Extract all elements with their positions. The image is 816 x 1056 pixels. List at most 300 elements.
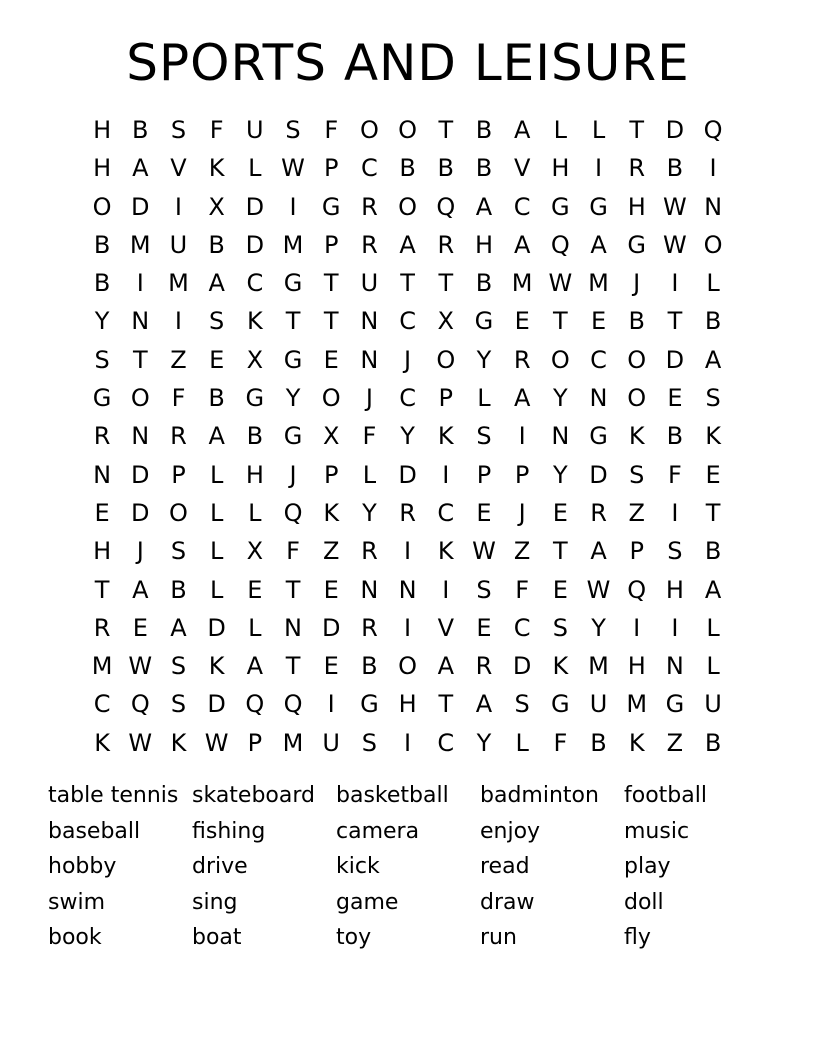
- grid-letter: T: [285, 575, 301, 604]
- grid-letter: E: [476, 498, 492, 527]
- grid-letter: Q: [245, 690, 265, 719]
- grid-row: [83, 188, 733, 226]
- grid-letter: W: [548, 269, 573, 298]
- word-bank-item: football: [624, 783, 707, 808]
- grid-letter: Y: [400, 422, 415, 451]
- grid-letter: K: [208, 652, 225, 681]
- grid-letter: I: [442, 575, 450, 604]
- grid-letter: M: [129, 230, 151, 259]
- grid-letter: L: [209, 460, 224, 489]
- grid-row: [83, 494, 733, 532]
- grid-letter: I: [404, 613, 412, 642]
- grid-letter: F: [362, 422, 377, 451]
- grid-letter: U: [246, 116, 264, 144]
- grid-letter: W: [204, 728, 229, 757]
- grid-letter: X: [322, 422, 340, 451]
- grid-row: [83, 532, 733, 570]
- grid-letter: G: [321, 192, 341, 221]
- word-bank-item: toy: [336, 925, 372, 950]
- grid-letter: O: [359, 116, 379, 144]
- grid-letter: S: [667, 537, 683, 566]
- grid-letter: P: [476, 460, 492, 489]
- grid-letter: R: [361, 192, 378, 221]
- grid-letter: B: [208, 230, 225, 259]
- grid-letter: I: [404, 728, 412, 757]
- grid-letter: N: [131, 422, 150, 451]
- grid-letter: G: [589, 422, 608, 451]
- word-bank-item: fly: [624, 925, 651, 950]
- grid-letter: G: [283, 269, 303, 298]
- grid-letter: H: [551, 154, 570, 183]
- grid-letter: R: [399, 498, 416, 527]
- grid-letter: B: [704, 728, 722, 757]
- grid-letter: Y: [476, 345, 492, 374]
- grid-letter: J: [404, 345, 412, 374]
- grid-letter: B: [475, 154, 493, 183]
- grid-letter: Y: [285, 384, 301, 413]
- grid-letter: I: [709, 154, 717, 183]
- grid-letter: R: [93, 422, 111, 451]
- grid-letter: O: [436, 345, 456, 374]
- grid-letter: D: [665, 345, 685, 374]
- word-bank-item: music: [624, 818, 690, 844]
- grid-letter: F: [515, 575, 530, 604]
- grid-letter: S: [94, 345, 110, 374]
- grid-letter: K: [628, 728, 645, 757]
- grid-letter: L: [706, 613, 720, 642]
- grid-letter: X: [208, 192, 225, 221]
- word-bank-item: kick: [336, 854, 380, 879]
- grid-letter: N: [284, 613, 302, 642]
- grid-letter: B: [704, 307, 722, 336]
- grid-letter: W: [586, 575, 611, 604]
- grid-letter: B: [704, 537, 722, 566]
- grid-letter: I: [594, 154, 603, 183]
- grid-letter: J: [633, 269, 641, 298]
- grid-letter: P: [247, 728, 263, 757]
- grid-letter: N: [93, 460, 112, 489]
- grid-letter: T: [553, 307, 568, 336]
- grid-letter: R: [361, 230, 378, 259]
- grid-letter: D: [321, 613, 341, 642]
- grid-letter: H: [665, 575, 684, 604]
- grid-letter: A: [704, 575, 722, 604]
- grid-letter: D: [131, 460, 150, 489]
- grid-letter: E: [667, 384, 683, 413]
- grid-letter: M: [588, 652, 609, 681]
- grid-letter: Q: [627, 575, 647, 604]
- grid-letter: I: [671, 498, 679, 527]
- grid-letter: A: [132, 575, 149, 604]
- word-row: [48, 849, 768, 885]
- grid-row: [83, 302, 733, 340]
- grid-letter: H: [93, 537, 112, 566]
- grid-letter: I: [671, 269, 679, 298]
- grid-letter: R: [628, 154, 646, 183]
- grid-letter: T: [629, 116, 645, 144]
- grid-letter: D: [207, 613, 226, 642]
- grid-letter: W: [128, 728, 153, 757]
- grid-letter: P: [323, 154, 339, 183]
- word-bank-item: sing: [192, 889, 238, 915]
- grid-row: [83, 647, 733, 685]
- grid-letter: L: [706, 652, 720, 681]
- grid-letter: A: [399, 230, 416, 259]
- grid-letter: I: [518, 422, 526, 451]
- grid-letter: V: [170, 154, 187, 183]
- grid-letter: G: [92, 384, 112, 413]
- grid-letter: E: [590, 307, 607, 336]
- word-bank-item: boat: [192, 925, 242, 950]
- grid-letter: L: [248, 498, 262, 527]
- grid-letter: L: [248, 154, 262, 183]
- grid-letter: F: [209, 116, 224, 144]
- grid-letter: E: [705, 460, 721, 489]
- grid-letter: O: [550, 345, 570, 374]
- grid-letter: A: [704, 345, 722, 374]
- grid-letter: N: [665, 652, 684, 681]
- grid-letter: O: [130, 384, 150, 413]
- grid-letter: I: [633, 613, 641, 642]
- grid-letter: B: [590, 728, 607, 757]
- grid-letter: A: [475, 192, 493, 221]
- grid-letter: A: [513, 384, 531, 413]
- word-bank-item: doll: [624, 889, 664, 915]
- grid-letter: B: [246, 422, 264, 451]
- grid-letter: Y: [94, 307, 110, 336]
- grid-letter: W: [663, 230, 687, 259]
- grid-row: [83, 264, 733, 302]
- grid-letter: L: [248, 613, 262, 642]
- grid-letter: I: [327, 690, 335, 719]
- grid-letter: C: [590, 345, 607, 374]
- grid-letter: Z: [322, 537, 340, 566]
- grid-letter: O: [92, 192, 112, 221]
- grid-letter: T: [94, 575, 110, 604]
- grid-letter: A: [590, 230, 607, 259]
- grid-letter: M: [588, 269, 609, 298]
- grid-letter: Y: [553, 384, 568, 413]
- grid-letter: T: [285, 307, 301, 336]
- grid-letter: G: [245, 384, 265, 413]
- grid-letter: O: [627, 345, 647, 374]
- word-row: [48, 885, 768, 921]
- grid-letter: G: [283, 422, 303, 451]
- grid-letter: Y: [362, 498, 377, 527]
- grid-letter: R: [590, 498, 607, 527]
- grid-letter: S: [629, 460, 645, 489]
- grid-letter: L: [209, 498, 224, 527]
- grid-letter: M: [511, 269, 533, 298]
- grid-letter: Q: [550, 230, 570, 259]
- word-bank-item: camera: [336, 818, 420, 844]
- grid-letter: S: [705, 384, 721, 413]
- grid-letter: K: [552, 652, 569, 681]
- grid-letter: E: [514, 307, 530, 336]
- grid-letter: V: [513, 154, 531, 183]
- grid-letter: C: [513, 192, 531, 221]
- word-search-grid: [83, 111, 733, 762]
- grid-letter: S: [209, 307, 225, 336]
- grid-letter: R: [361, 537, 378, 566]
- grid-row: [83, 417, 733, 455]
- page-title: SPORTS AND LEISURE: [126, 34, 690, 92]
- grid-letter: T: [705, 498, 721, 527]
- grid-letter: D: [398, 460, 417, 489]
- grid-letter: E: [94, 498, 110, 527]
- word-row: [48, 920, 768, 956]
- grid-letter: U: [589, 690, 608, 719]
- word-bank-item: basketball: [336, 783, 449, 808]
- word-bank-item: skateboard: [192, 783, 315, 808]
- grid-letter: T: [285, 652, 301, 681]
- grid-letter: L: [591, 116, 606, 144]
- grid-letter: L: [209, 575, 224, 604]
- grid-letter: H: [245, 460, 264, 489]
- grid-letter: E: [323, 345, 339, 374]
- grid-letter: S: [170, 116, 187, 144]
- grid-letter: G: [665, 690, 685, 719]
- grid-letter: W: [663, 192, 687, 221]
- grid-letter: R: [437, 230, 455, 259]
- grid-letter: L: [706, 269, 720, 298]
- grid-letter: Y: [476, 728, 492, 757]
- grid-letter: B: [475, 116, 493, 144]
- grid-letter: X: [437, 307, 454, 336]
- grid-row: [83, 111, 733, 149]
- grid-letter: C: [399, 384, 416, 413]
- grid-letter: T: [667, 307, 683, 336]
- grid-letter: H: [474, 230, 493, 259]
- grid-letter: K: [246, 307, 263, 336]
- grid-letter: A: [513, 116, 531, 144]
- grid-letter: H: [627, 652, 646, 681]
- grid-letter: S: [170, 652, 187, 681]
- grid-letter: D: [665, 116, 685, 144]
- grid-letter: B: [437, 154, 455, 183]
- grid-letter: S: [285, 116, 301, 144]
- grid-letter: G: [627, 230, 647, 259]
- word-bank-item: table tennis: [48, 783, 179, 808]
- grid-letter: D: [512, 652, 532, 681]
- grid-letter: P: [438, 384, 454, 413]
- grid-letter: K: [437, 537, 454, 566]
- grid-letter: E: [323, 652, 339, 681]
- grid-letter: G: [474, 307, 494, 336]
- grid-letter: Y: [591, 613, 606, 642]
- grid-letter: D: [207, 690, 226, 719]
- grid-letter: J: [136, 537, 144, 566]
- grid-letter: G: [360, 690, 379, 719]
- word-bank-item: swim: [48, 889, 105, 915]
- grid-row: [83, 379, 733, 417]
- grid-row: [83, 149, 733, 187]
- grid-letter: D: [245, 192, 265, 221]
- grid-letter: U: [322, 728, 340, 757]
- grid-letter: B: [208, 384, 225, 413]
- grid-letter: I: [174, 307, 182, 336]
- grid-row: [83, 724, 733, 762]
- grid-letter: M: [282, 728, 304, 757]
- grid-letter: B: [132, 116, 149, 144]
- grid-letter: G: [589, 192, 608, 221]
- word-row: [48, 814, 768, 850]
- grid-letter: O: [169, 498, 188, 527]
- grid-letter: T: [323, 269, 339, 298]
- grid-letter: R: [513, 345, 531, 374]
- grid-letter: O: [398, 116, 418, 144]
- grid-letter: P: [171, 460, 186, 489]
- grid-row: [83, 609, 733, 647]
- grid-letter: D: [245, 230, 265, 259]
- word-bank-item: book: [48, 925, 102, 950]
- word-bank-item: draw: [480, 889, 535, 915]
- grid-letter: V: [437, 613, 454, 642]
- grid-letter: C: [93, 690, 111, 719]
- grid-letter: H: [627, 192, 646, 221]
- grid-letter: T: [438, 690, 454, 719]
- grid-letter: T: [553, 537, 568, 566]
- grid-letter: N: [551, 422, 570, 451]
- grid-letter: H: [398, 690, 417, 719]
- word-bank-item: hobby: [48, 854, 117, 879]
- grid-letter: E: [476, 613, 492, 642]
- grid-letter: D: [589, 460, 608, 489]
- grid-letter: P: [629, 537, 644, 566]
- grid-letter: N: [589, 384, 608, 413]
- grid-letter: U: [169, 230, 188, 259]
- grid-letter: M: [282, 230, 304, 259]
- grid-letter: C: [361, 154, 378, 183]
- grid-letter: N: [360, 345, 379, 374]
- grid-letter: Q: [130, 690, 150, 719]
- grid-letter: A: [208, 422, 225, 451]
- grid-letter: A: [590, 537, 607, 566]
- grid-letter: B: [170, 575, 187, 604]
- word-bank: [48, 778, 768, 956]
- grid-letter: Q: [283, 690, 303, 719]
- grid-letter: K: [170, 728, 187, 757]
- grid-letter: C: [437, 498, 455, 527]
- grid-letter: E: [552, 575, 568, 604]
- grid-letter: J: [518, 498, 526, 527]
- grid-row: [83, 341, 733, 379]
- grid-letter: W: [472, 537, 496, 566]
- grid-letter: U: [704, 690, 722, 719]
- grid-letter: S: [514, 690, 530, 719]
- grid-letter: Q: [436, 192, 456, 221]
- grid-letter: L: [553, 116, 568, 144]
- grid-letter: N: [131, 307, 150, 336]
- grid-letter: S: [170, 537, 187, 566]
- grid-letter: O: [398, 192, 418, 221]
- grid-letter: X: [246, 345, 264, 374]
- grid-letter: G: [551, 690, 570, 719]
- grid-letter: S: [552, 613, 568, 642]
- grid-letter: F: [553, 728, 568, 757]
- grid-letter: I: [671, 613, 679, 642]
- grid-letter: N: [360, 575, 379, 604]
- grid-letter: B: [666, 422, 684, 451]
- grid-letter: F: [171, 384, 186, 413]
- grid-letter: K: [208, 154, 225, 183]
- grid-letter: B: [475, 269, 493, 298]
- grid-letter: B: [628, 307, 645, 336]
- grid-letter: O: [321, 384, 341, 413]
- grid-letter: R: [361, 613, 378, 642]
- grid-letter: L: [209, 537, 224, 566]
- grid-letter: W: [281, 154, 305, 183]
- grid-letter: T: [438, 116, 454, 144]
- grid-letter: R: [170, 422, 187, 451]
- grid-letter: Z: [628, 498, 645, 527]
- grid-letter: M: [626, 690, 648, 719]
- grid-letter: E: [132, 613, 148, 642]
- grid-letter: Q: [703, 116, 723, 144]
- grid-letter: O: [627, 384, 647, 413]
- grid-row: [83, 685, 733, 723]
- grid-letter: T: [438, 269, 454, 298]
- grid-letter: A: [132, 154, 149, 183]
- grid-letter: O: [703, 230, 723, 259]
- grid-letter: I: [289, 192, 297, 221]
- grid-letter: A: [513, 230, 531, 259]
- grid-letter: L: [477, 384, 491, 413]
- grid-letter: I: [174, 192, 182, 221]
- grid-letter: E: [323, 575, 339, 604]
- grid-letter: O: [398, 652, 418, 681]
- grid-letter: E: [247, 575, 263, 604]
- word-bank-item: read: [480, 854, 530, 879]
- grid-letter: U: [360, 269, 379, 298]
- grid-letter: T: [323, 307, 339, 336]
- grid-letter: D: [131, 192, 150, 221]
- grid-letter: K: [437, 422, 454, 451]
- grid-letter: K: [628, 422, 645, 451]
- word-bank-item: fishing: [192, 818, 266, 844]
- grid-letter: X: [246, 537, 264, 566]
- grid-row: [83, 226, 733, 264]
- grid-letter: S: [170, 690, 187, 719]
- grid-letter: C: [246, 269, 264, 298]
- grid-letter: G: [283, 345, 303, 374]
- grid-letter: N: [704, 192, 723, 221]
- word-bank-item: run: [480, 925, 517, 950]
- grid-row: [83, 456, 733, 494]
- word-bank-item: badminton: [480, 783, 599, 808]
- grid-letter: L: [362, 460, 377, 489]
- grid-letter: M: [168, 269, 189, 298]
- word-bank-item: baseball: [48, 818, 141, 844]
- word-bank-item: drive: [192, 854, 248, 879]
- grid-letter: I: [442, 460, 450, 489]
- grid-letter: A: [437, 652, 454, 681]
- grid-letter: I: [404, 537, 412, 566]
- grid-letter: A: [170, 613, 187, 642]
- grid-letter: K: [323, 498, 340, 527]
- grid-letter: J: [289, 460, 297, 489]
- word-row: [48, 778, 768, 814]
- grid-letter: A: [208, 269, 225, 298]
- grid-letter: M: [91, 652, 113, 681]
- grid-letter: Z: [170, 345, 187, 374]
- grid-letter: N: [398, 575, 417, 604]
- grid-letter: Y: [553, 460, 568, 489]
- grid-letter: S: [476, 422, 492, 451]
- grid-letter: E: [209, 345, 225, 374]
- grid-letter: A: [475, 690, 493, 719]
- word-bank-item: enjoy: [480, 818, 541, 844]
